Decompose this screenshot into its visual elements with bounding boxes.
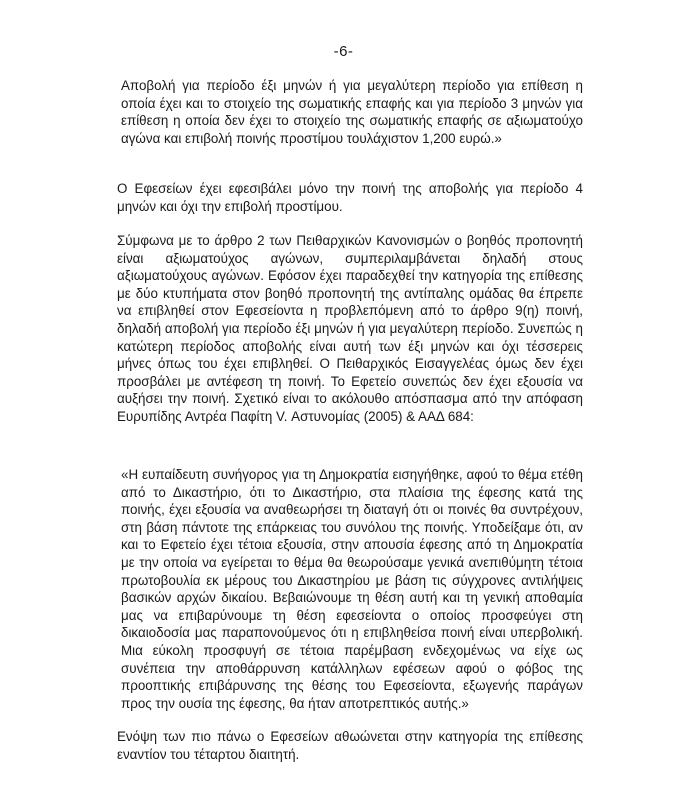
quoted-regulation-excerpt: Αποβολή για περίοδο έξι μηνών ή για μεγαλύτερη περίοδο για επίθεση η οποία έχει και το στοιχείο της σωματικής επαφής και για περίοδο 3 μηνών για επίθεση η οποία δεν έχει το στοιχείο της σωματικής επαφής σε αξιωματούχο αγώνα και επιβολή ποινής προστίμου τουλάχιστον 1,200 ευρώ.» — [121, 78, 583, 146]
page-number: -6- — [333, 43, 354, 60]
paragraph-legal-analysis: Σύμφωνα με το άρθρο 2 των Πειθαρχικών Κανονισμών ο βοηθός προπονητή είναι αξιωματούχος αγώνων, συμπεριλαμβάνεται δηλαδή στους αξιωματούχους αγώνων. Εφόσον έχει παραδεχθεί την κατηγορία της επίθεσης με δύο κτυπήματα στον βοηθό προπονητή της αντίπαλης ομάδας θα έπρεπε να επιβληθεί στον Εφεσείοντα η προβλεπόμενη από το άρθρο 9(η) ποινή, δηλαδή αποβολή για περίοδο έξι μηνών ή για μεγαλύτερη περίοδο. Συνεπώς η κατώτερη περίοδος αποβολής είναι αυτή των έξι μηνών και όχι τέσσερεις μήνες όπως του έχει επιβληθεί. Ο Πειθαρχικός Εισαγγελέας όμως δεν έχει προσβάλει με αντέφεση τη ποινή. Το Εφετείο συνεπώς δεν έχει εξουσία να αυξήσει την ποινή. Σχετικό είναι το ακόλουθο απόσπασμα από την απόφαση Ευρυπίδης Αντρέα Παφίτη V. Αστυνομίας (2005) & ΑΑΔ 684: — [117, 233, 583, 424]
paragraph-appeal-scope: Ο Εφεσείων έχει εφεσιβάλει μόνο την ποινή της αποβολής για περίοδο 4 μηνών και όχι την επιβολή προστίμου. — [117, 181, 583, 214]
quoted-court-judgment: «Η ευπαίδευτη συνήγορος για τη Δημοκρατία εισηγήθηκε, αφού το θέμα ετέθη από το Δικαστήριο, ότι το Δικαστήριο, στα πλαίσια της έφεσης κατά της ποινής, έχει εξουσία να αναθεωρήσει τη διαταγή ότι οι ποινές θα συντρέχουν, στη βάση πάντοτε της επάρκειας του συνόλου της ποινής. Υποδείξαμε ότι, αν και το Εφετείο έχει τέτοια εξουσία, στην απουσία έφεσης από τη Δημοκρατία με την οποία να εγείρεται το θέμα θα θεωρούσαμε γενικά ανεπιθύμητη τέτοια πρωτοβουλία εκ μέρους του Δικαστηρίου με βάση τις σύγχρονες αντιλήψεις βασικών αρχών δικαίου. Βεβαιώνουμε τη θέση αυτή και τη γενική αποθαμία μας να επιβαρύνουμε τη θέση εφεσείοντα ο οποίος προσφεύγει στη δικαιοδοσία μας παραπονούμενος ότι η επιβληθείσα ποινή είναι υπερβολική. Μια εύκολη προσφυγή σε τέτοια παρέμβαση ενδεχομένως να είχε ως συνέπεια την αποθάρρυνση κατάλληλων εφέσεων αφού ο φόβος της προοπτικής επιβάρυνσης της θέσης του Εφεσείοντα, εξωγενής παράγων προς την ουσία της έφεσης, θα ήταν αποτρεπτικός αυτής.» — [121, 467, 583, 711]
paragraph-conclusion: Ενόψη των πιο πάνω ο Εφεσείων αθωώνεται στην κατηγορία της επίθεσης εναντίον του τέταρτου διαιτητή. — [117, 729, 583, 762]
